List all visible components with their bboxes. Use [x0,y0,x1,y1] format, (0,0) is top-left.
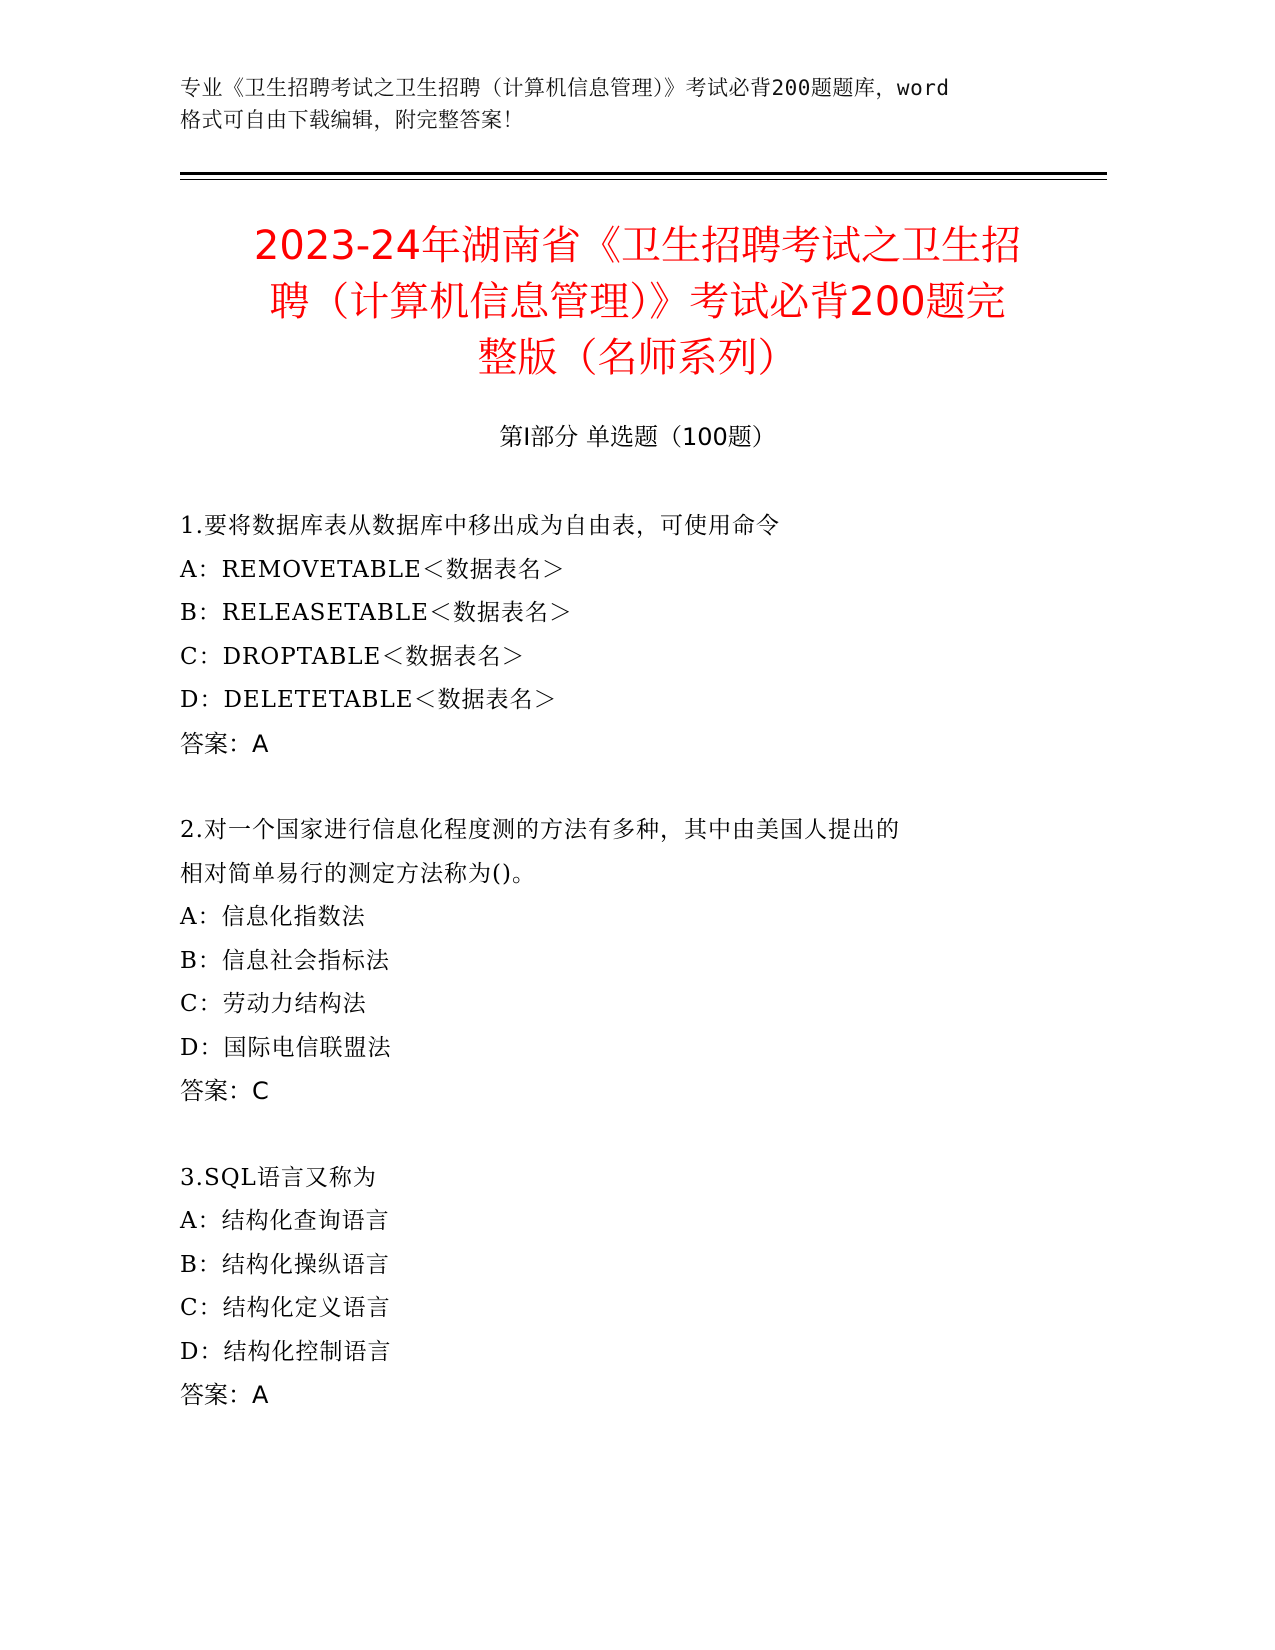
question-3 [180,1157,1080,1418]
option-d: D：结构化控制语言 [180,1338,392,1365]
option-a: A：结构化查询语言 [180,1208,390,1234]
option-d: D：国际电信联盟法 [180,1034,392,1061]
header-note-line-2: 格式可自由下载编辑，附完整答案！ [180,108,524,132]
header-divider-thick [180,172,1107,175]
header-divider-thin [180,179,1107,180]
document-title-line-2: 聘（计算机信息管理）》考试必背200题完 [269,279,1006,325]
option-c: C：结构化定义语言 [180,1295,391,1321]
option-c: C：劳动力结构法 [180,991,367,1017]
question-2 [180,809,1080,1114]
question-stem-line-2: 相对简单易行的测定方法称为()。 [180,860,536,887]
option-a: A：REMOVETABLE＜数据表名＞ [180,556,566,583]
document-title-line-3: 整版（名师系列） [477,335,798,381]
header-note-line-1: 专业《卫生招聘考试之卫生招聘（计算机信息管理）》考试必背200题题库，word [180,76,950,100]
option-d: D：DELETETABLE＜数据表名＞ [180,687,558,713]
question-stem: 1.要将数据库表从数据库中移出成为自由表，可使用命令 [180,513,780,539]
question-1 [180,505,1080,766]
document-title [150,218,1125,386]
question-stem: 3.SQL语言又称为 [180,1164,377,1191]
section-heading: 第Ⅰ部分 单选题（100题） [499,423,776,451]
option-a: A：信息化指数法 [180,904,366,930]
answer: 答案：A [180,1381,269,1409]
question-stem-line-1: 2.对一个国家进行信息化程度测的方法有多种，其中由美国人提出的 [180,817,900,843]
option-c: C：DROPTABLE＜数据表名＞ [180,643,526,670]
document-title-line-1: 2023-24年湖南省《卫生招聘考试之卫生招 [253,223,1022,269]
header-note [180,72,1060,136]
answer: 答案：C [180,1077,269,1105]
option-b: B：RELEASETABLE＜数据表名＞ [180,600,573,626]
option-b: B：信息社会指标法 [180,947,390,974]
option-b: B：结构化操纵语言 [180,1251,390,1278]
question-list [180,505,1080,1461]
answer: 答案：A [180,729,269,758]
